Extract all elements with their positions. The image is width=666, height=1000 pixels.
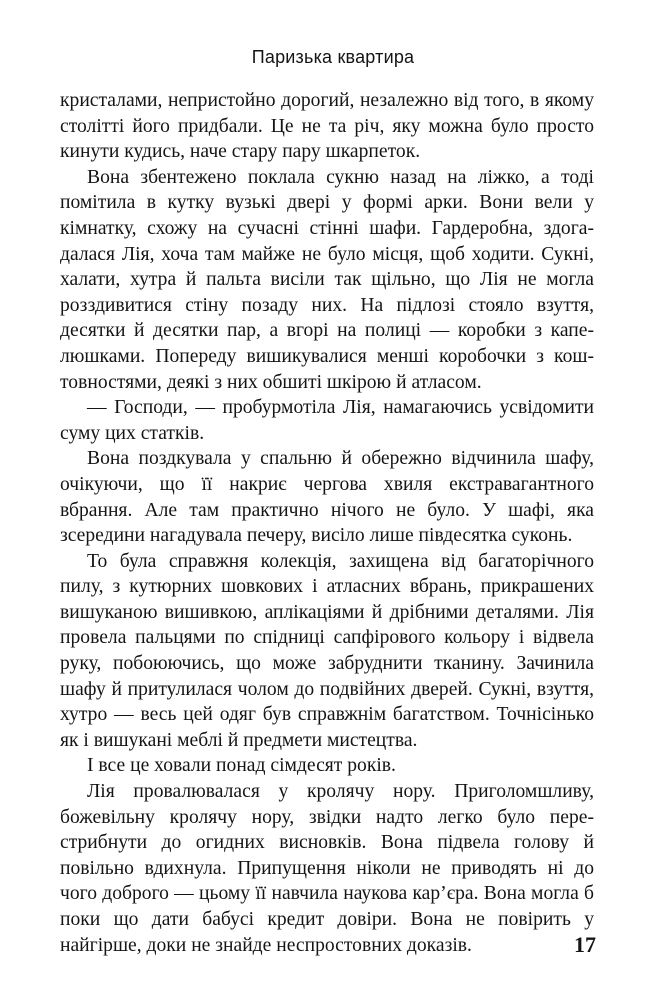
paragraph-continuation: кристалами, непристойно дорогий, незалежно від того, в якому столітті його придбали. Це не та річ, яку можна було просто кинути кудись, наче стару пару шкарпеток. bbox=[60, 90, 594, 163]
paragraph: Лія провалювалася у кролячу нору. Приголомшливу, божевільну кролячу нору, звідки надто легко було перестрибнути до огидних висновків. Вона підвела голову й повільно вдихнула. Припущення ніколи не приводять ні до чого доброго — цьому її навчила наукова кар’єра. Вона могла б поки що дати бабусі кредит довіри. Вона не повірить у найгірше, доки не знайде неспростовних доказів. bbox=[60, 781, 594, 956]
running-header: Паризька квартира bbox=[251, 47, 415, 67]
body-text bbox=[60, 88, 594, 958]
paragraph: Вона збентежено поклала сукню назад на ліжко, а тоді помітила в кутку вузькі двері у формі арки. Вони вели у кімнатку, схожу на сучасні стінні шафи. Гардеробна, здогадалася Лія, хоча там майже не було місця, щоб ходити. Сукні, халати, хутра й пальта висіли так щільно, що Лія не могла розздивитися стіну позаду них. На підлозі стояло взуття, десятки й десятки пар, а вгорі на полиці — коробки з капелюшками. Попереду вишикувалися менші коробочки з коштовностями, деякі з них обшиті шкірою й атласом. bbox=[60, 166, 594, 393]
paragraph: То була справжня колекція, захищена від багаторічного пилу, з кутюрних шовкових і атласних вбрань, прикрашених вишуканою вишивкою, аплікаціями й дрібними деталями. Лія провела пальцями по спідниці сапфірового кольору і відвела руку, побоюючись, що може забруднити тканину. Зачинила шафу й притулилася чолом до подвійних дверей. Сукні, взуття, хутро — весь цей одяг був справжнім багатством. Точнісінько як і вишукані меблі й предмети мистецтва. bbox=[60, 550, 594, 751]
paragraph-dialogue: — Господи, — пробурмотіла Лія, намагаючись усвідомити суму цих статків. bbox=[60, 397, 594, 444]
paragraph: І все це ховали понад сімдесят років. bbox=[87, 755, 396, 777]
paragraph: Вона поздкувала у спальню й обережно відчинила шафу, очікуючи, що її накриє чергова хвиля екстравагантного вбрання. Але там практично нічого не було. У шафі, яка зсередини нагадувала печеру, висіло лише півдесятка суконь. bbox=[60, 448, 594, 547]
page-number: 17 bbox=[574, 932, 596, 957]
